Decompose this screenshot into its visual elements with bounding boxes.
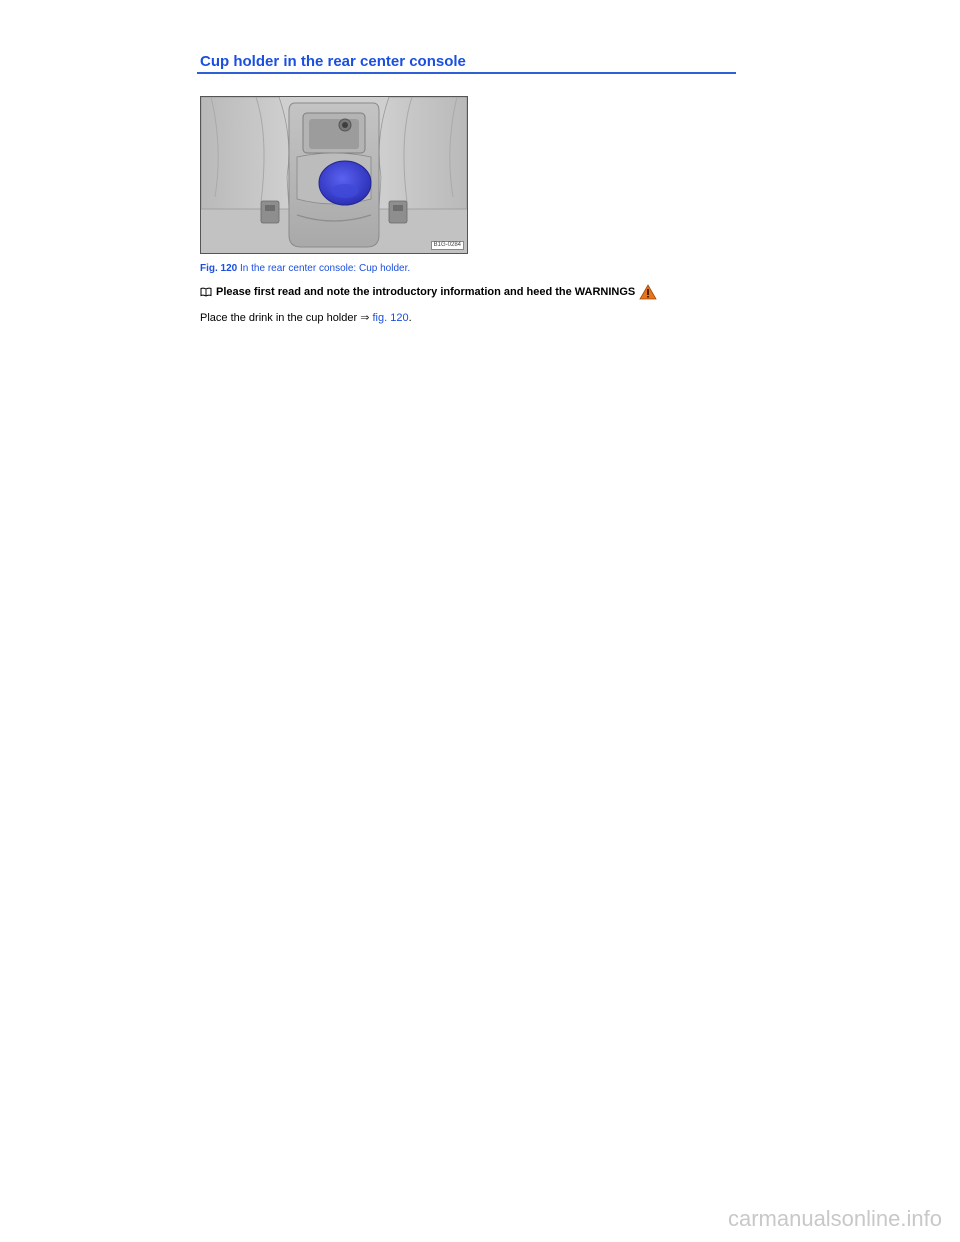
figure-number: Fig. 120 <box>200 263 238 274</box>
footer-watermark: carmanualsonline.info <box>727 1206 942 1231</box>
section-title: Cup holder in the rear center console <box>200 53 466 70</box>
instruction-period: . <box>408 312 412 324</box>
console-illustration <box>201 97 467 253</box>
figure-caption-text: In the rear center console: Cup holder. <box>240 263 411 274</box>
intro-note <box>200 282 657 302</box>
intro-text: Please first read and note the introductory information and heed the WARNINGS <box>216 286 636 298</box>
figure-rear-console <box>200 96 468 254</box>
figure-xref-link[interactable]: fig. 120 <box>372 312 409 324</box>
instruction-text <box>200 311 412 325</box>
figure-caption <box>200 263 410 275</box>
figure-code: B1G-0284 <box>431 241 464 250</box>
title-underline <box>197 72 736 74</box>
warning-triangle-icon[interactable] <box>639 284 657 300</box>
xref-arrow: ⇒ <box>360 312 370 324</box>
instruction-body: Place the drink in the cup holder <box>200 312 361 324</box>
book-icon <box>200 287 212 297</box>
